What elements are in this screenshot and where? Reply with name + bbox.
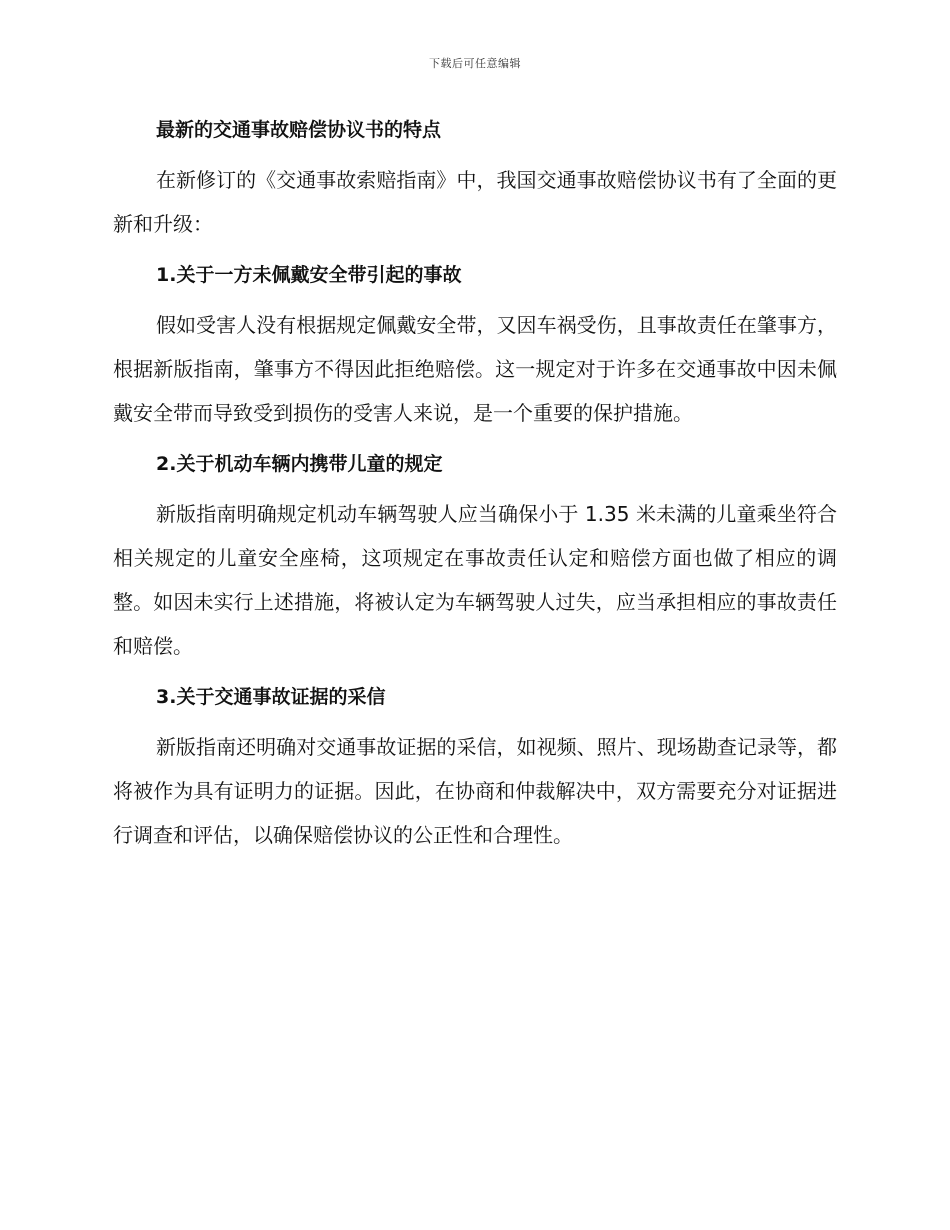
intro-paragraph: 在新修订的《交通事故索赔指南》中，我国交通事故赔偿协议书有了全面的更新和升级： [113,168,837,236]
section-heading-child-seat: 2.关于机动车辆内携带儿童的规定 [156,453,443,475]
section-body-seatbelt: 假如受害人没有根据规定佩戴安全带，又因车祸受伤，且事故责任在肇事方，根据新版指南，肇事方不得因此拒绝赔偿。这一规定对于许多在交通事故中因未佩戴安全带而导致受到损伤的受害人来说，是一个重要的保护措施。 [113,313,837,425]
section-body-evidence: 新版指南还明确对交通事故证据的采信，如视频、照片、现场勘查记录等，都将被作为具有证明力的证据。因此，在协商和仲裁解决中，双方需要充分对证据进行调查和评估，以确保赔偿协议的公正性和合理性。 [113,735,837,847]
section-heading-seatbelt: 1.关于一方未佩戴安全带引起的事故 [156,264,462,286]
page-header-note: 下载后可任意编辑 [429,57,521,70]
document-body [113,114,837,857]
section-heading-evidence: 3.关于交通事故证据的采信 [156,686,386,708]
section-body-child-seat: 新版指南明确规定机动车辆驾驶人应当确保小于 1.35 米未满的儿童乘坐符合相关规定的儿童安全座椅，这项规定在事故责任认定和赔偿方面也做了相应的调整。如因未实行上述措施，将被认定为车辆驾驶人过失，应当承担相应的事故责任和赔偿。 [113,502,837,658]
document-title: 最新的交通事故赔偿协议书的特点 [156,119,442,141]
